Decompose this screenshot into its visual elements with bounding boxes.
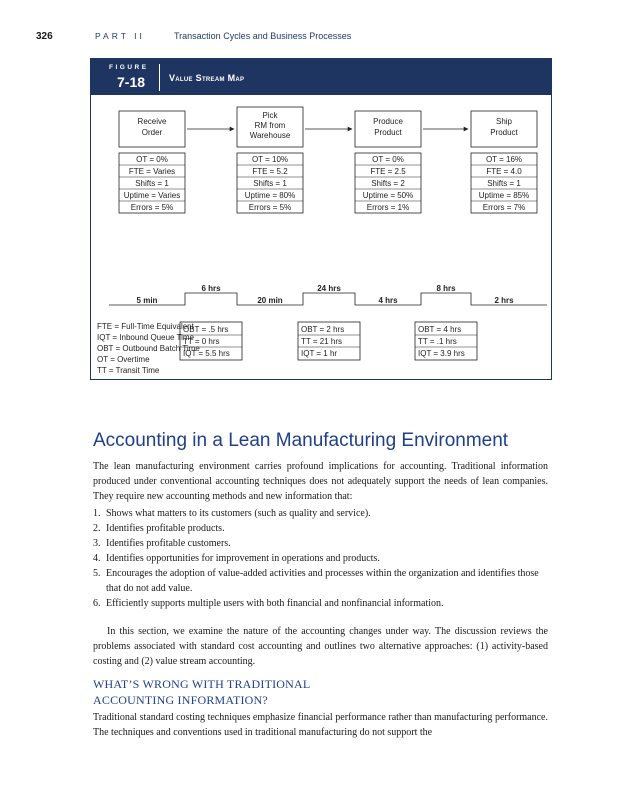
list-item (93, 536, 548, 551)
subheading-line: WHAT’S WRONG WITH TRADITIONAL (93, 677, 311, 691)
process-name-line: Warehouse (249, 131, 291, 140)
metric-errors: Errors = 5% (248, 203, 292, 212)
process-name-line: Receive (137, 117, 167, 126)
timeline-low-label: 2 hrs (494, 296, 514, 305)
figure-divider (159, 64, 160, 91)
figure-title: Value Stream Map (169, 73, 245, 83)
list-item (93, 596, 548, 611)
metric-shifts: Shifts = 1 (253, 179, 287, 188)
process-name-line: Product (490, 128, 518, 137)
list-number: 3. (93, 538, 101, 549)
process-name-line: RM from (254, 121, 286, 130)
list-text: Encourages the adoption of value-added activities and processes within the organization and identifies those that do not add value. (106, 568, 539, 594)
process-name-line: Order (141, 128, 163, 137)
subheading-line: ACCOUNTING INFORMATION? (93, 693, 268, 707)
list-number: 1. (93, 508, 101, 519)
metric-uptime: Uptime = Varies (123, 191, 181, 200)
metric-ot: OT = 16% (485, 155, 523, 164)
requirements-list (93, 506, 548, 611)
list-number: 4. (93, 553, 101, 564)
timeline-high-label: 8 hrs (436, 284, 456, 293)
inventory-tt: TT = 21 hrs (301, 337, 342, 346)
process-ship-product (471, 111, 537, 213)
figure-header (91, 59, 551, 95)
paragraph-traditional-costing: Traditional standard costing techniques emphasize financial performance rather than manufacturing performance. The techniques and conventions used in traditional manufacturing do not support the (93, 712, 548, 738)
value-stream-diagram (91, 95, 551, 379)
list-text: Efficiently supports multiple users with both financial and nonfinancial information. (106, 598, 444, 609)
figure-number: 7-18 (117, 74, 146, 90)
timeline-high-label: 24 hrs (317, 284, 341, 293)
list-item (93, 551, 548, 566)
legend (97, 322, 200, 375)
process-pick-rm (237, 107, 303, 213)
inventory-box (298, 322, 360, 360)
metric-shifts: Shifts = 2 (371, 179, 405, 188)
list-text: Identifies opportunities for improvement in operations and products. (106, 553, 380, 564)
timeline-low-label: 20 min (257, 296, 283, 305)
timeline-high-label: 6 hrs (201, 284, 221, 293)
inventory-box (415, 322, 477, 360)
metric-fte: FTE = Varies (128, 167, 176, 176)
paragraph-section-overview: In this section, we examine the nature of the accounting changes under way. The discussion reviews the problems associated with standard cost accounting and outlines two alternative approaches: (1) activity-based costing and (2) value stream accounting. (93, 626, 548, 667)
list-item (93, 521, 548, 536)
inventory-iqt: IQT = 1 hr (301, 349, 338, 358)
timeline-low-label: 4 hrs (378, 296, 398, 305)
list-text: Identifies profitable products. (106, 523, 225, 534)
metric-ot: OT = 10% (251, 155, 289, 164)
list-number: 2. (93, 523, 101, 534)
metric-uptime: Uptime = 80% (244, 191, 296, 200)
inventory-tt: TT = 0 hrs (183, 337, 220, 346)
list-item (93, 506, 548, 521)
metric-fte: FTE = 5.2 (252, 167, 288, 176)
legend-item: OBT = Outbound Batch Time (97, 344, 200, 353)
metric-uptime: Uptime = 50% (362, 191, 414, 200)
inventory-obt: OBT = 4 hrs (418, 325, 462, 334)
timeline-low-label: 5 min (136, 296, 158, 305)
legend-item: FTE = Full-Time Equivalent (97, 322, 194, 331)
metric-fte: FTE = 2.5 (370, 167, 406, 176)
process-name-line: Ship (495, 117, 513, 126)
page-number: 326 (36, 31, 53, 42)
inventory-iqt: IQT = 5.5 hrs (183, 349, 230, 358)
subheading (93, 676, 310, 708)
section-heading: Accounting in a Lean Manufacturing Environment (93, 430, 509, 451)
metric-errors: Errors = 5% (130, 203, 174, 212)
inventory-tt: TT = .1 hrs (418, 337, 457, 346)
metric-errors: Errors = 7% (482, 203, 526, 212)
legend-item: IQT = Inbound Queue Time (97, 333, 195, 342)
metric-errors: Errors = 1% (366, 203, 410, 212)
metric-fte: FTE = 4.0 (486, 167, 522, 176)
part-label: PART II (95, 31, 145, 41)
legend-item: TT = Transit Time (97, 366, 160, 375)
list-item (93, 566, 548, 596)
legend-item: OT = Overtime (97, 355, 150, 364)
process-name-line: Product (374, 128, 402, 137)
inventory-obt: OBT = .5 hrs (183, 325, 229, 334)
inventory-iqt: IQT = 3.9 hrs (418, 349, 465, 358)
metric-ot: OT = 0% (136, 155, 168, 164)
metric-shifts: Shifts = 1 (487, 179, 521, 188)
timeline-line (109, 293, 547, 305)
process-produce-product (355, 111, 421, 213)
metric-uptime: Uptime = 85% (478, 191, 530, 200)
process-receive-order (119, 111, 185, 213)
figure-value-stream-map (90, 58, 552, 380)
metric-ot: OT = 0% (372, 155, 404, 164)
list-text: Shows what matters to its customers (such as quality and service). (106, 508, 371, 519)
inventory-obt: OBT = 2 hrs (301, 325, 345, 334)
intro-paragraph: The lean manufacturing environment carries profound implications for accounting. Traditional information produced under conventional accounting techniques does not adequately support the needs of lean companies. They require new accounting methods and new information that: (93, 461, 548, 502)
figure-label: FIGURE (109, 64, 149, 71)
running-title: Transaction Cycles and Business Processes (174, 31, 352, 41)
list-text: Identifies profitable customers. (106, 538, 231, 549)
list-number: 6. (93, 598, 101, 609)
process-name-line: Pick (262, 111, 278, 120)
list-number: 5. (93, 568, 101, 579)
metric-shifts: Shifts = 1 (135, 179, 169, 188)
process-name-line: Produce (373, 117, 403, 126)
